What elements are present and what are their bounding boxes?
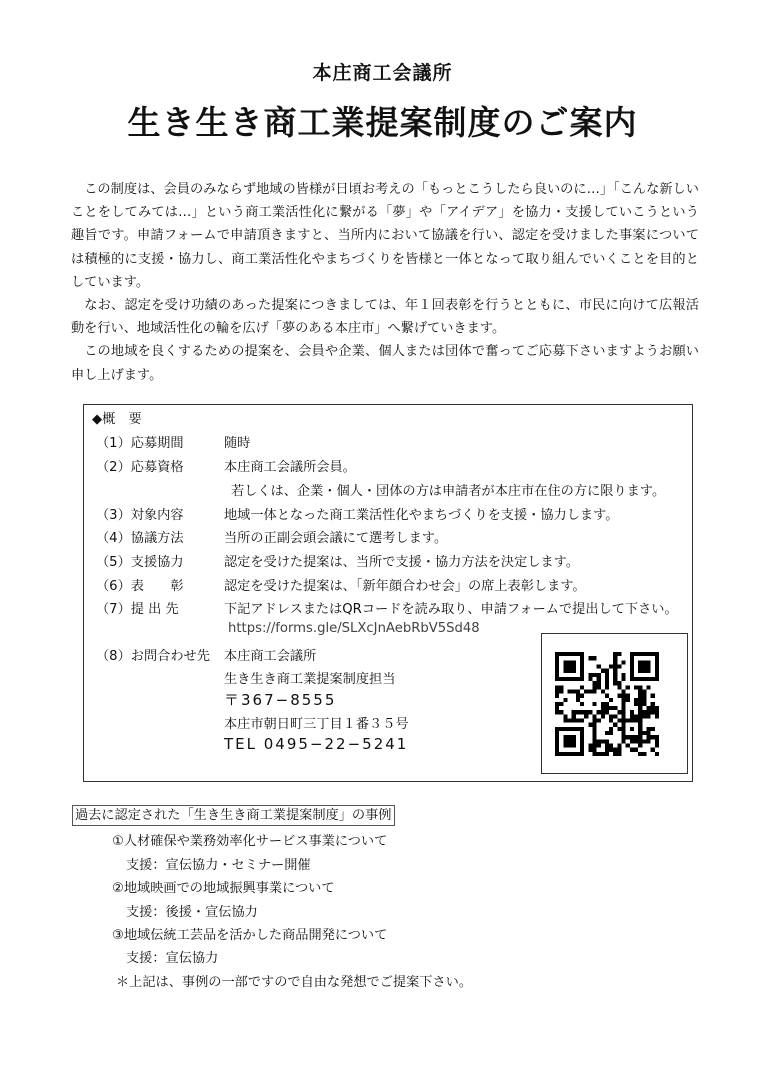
row-value: 認定を受けた提案は、「新年顔合わせ会」の席上表彰します。 — [224, 579, 586, 594]
example-support: 支援：宣伝協力 — [126, 951, 219, 966]
row-label: （2）応募資格 — [96, 460, 184, 475]
row-label: （6）表 彰 — [96, 579, 184, 594]
row-value: 本庄商工会議所会員。 — [224, 460, 356, 475]
example-item: ②地域映画での地域振興事業について — [112, 881, 335, 896]
overview-row-period — [96, 432, 250, 451]
overview-row-method — [96, 527, 447, 546]
overview-row-award — [96, 575, 586, 594]
row-value: 地域一体となった商工業活性化やまちづくりを支援・協力します。 — [224, 508, 619, 523]
examples-section — [72, 805, 473, 990]
overview-row-submit — [96, 598, 678, 617]
example-support: 支援：宣伝協力・セミナー開催 — [126, 858, 311, 873]
overview-box — [83, 404, 693, 782]
form-url-link[interactable]: https://forms.gle/SLXcJnAebRbV5Sd48 — [228, 621, 480, 636]
overview-row-contact — [96, 645, 316, 664]
row-label: （7）提 出 先 — [96, 602, 179, 617]
contact-phone: TEL 0495−22−5241 — [224, 735, 409, 753]
row-label: （1）応募期間 — [96, 436, 184, 451]
intro-paragraph: この地域を良くするための提案を、会員や企業、個人または団体で奮ってご応募下さいますようお願い申し上げます。 — [71, 344, 699, 383]
qr-code-icon[interactable] — [555, 652, 659, 756]
example-support: 支援：後援・宣伝協力 — [126, 905, 258, 920]
example-item: ③地域伝統工芸品を活かした商品開発について — [112, 928, 388, 943]
intro-paragraph: なお、認定を受け功績のあった提案につきましては、年１回表彰を行うとともに、市民に向けて広報活動を行い、地域活性化の輪を広げ「夢のある本庄市」へ繋げていきます。 — [71, 298, 699, 337]
intro-section — [71, 178, 699, 387]
row-label: （4）協議方法 — [96, 531, 184, 546]
row-value: 随時 — [224, 436, 251, 451]
overview-heading: ◆概 要 — [92, 412, 142, 427]
organization-name: 本庄商工会議所 — [312, 62, 453, 84]
intro-paragraph: この制度は、会員のみならず地域の皆様が日頃お考えの「もっとこうしたら良いのに…」「こんな新しいことをしてみては…」という商工業活性化に繋がる「夢」や「アイデア」を協力・支援していこうという趣旨です。申請フォームで申請頂きますと、当所内において協議を行い、認定を受けました事案については積極的に支援・協力し、商工業活性化やまちづくりを皆様と一体となって取り組んでいくことを目的としています。 — [71, 182, 699, 290]
qr-code-frame — [541, 633, 688, 774]
contact-postal-code: 〒367−8555 — [224, 691, 337, 709]
row-value: 本庄商工会議所 — [224, 649, 317, 664]
row-value: 当所の正副会頭会議にて選考します。 — [224, 531, 448, 546]
overview-line-eligibility-detail: 若しくは、企業・個人・団体の方は申請者が本庄市在住の方に限ります。 — [231, 484, 666, 499]
page-title: 生き生き商工業提案制度のご案内 — [127, 103, 638, 142]
row-label: （8）お問合わせ先 — [96, 649, 210, 664]
contact-department: 生き生き商工業提案制度担当 — [224, 672, 396, 687]
row-value: 認定を受けた提案は、当所で支援・協力方法を決定します。 — [224, 555, 580, 570]
overview-row-eligibility — [96, 456, 356, 475]
overview-row-support — [96, 551, 579, 570]
row-value: 下記アドレスまたはQRコードを読み取り、申請フォームで提出して下さい。 — [224, 602, 678, 617]
examples-heading: 過去に認定された「生き生き商工業提案制度」の事例 — [72, 805, 395, 826]
row-label: （3）対象内容 — [96, 508, 184, 523]
row-label: （5）支援協力 — [96, 555, 184, 570]
example-item: ①人材確保や業務効率化サービス事業について — [112, 834, 388, 849]
contact-address: 本庄市朝日町三丁目１番３５号 — [224, 717, 409, 732]
examples-note: ＊上記は、事例の一部ですので自由な発想でご提案下さい。 — [116, 975, 473, 990]
overview-row-scope — [96, 504, 618, 523]
